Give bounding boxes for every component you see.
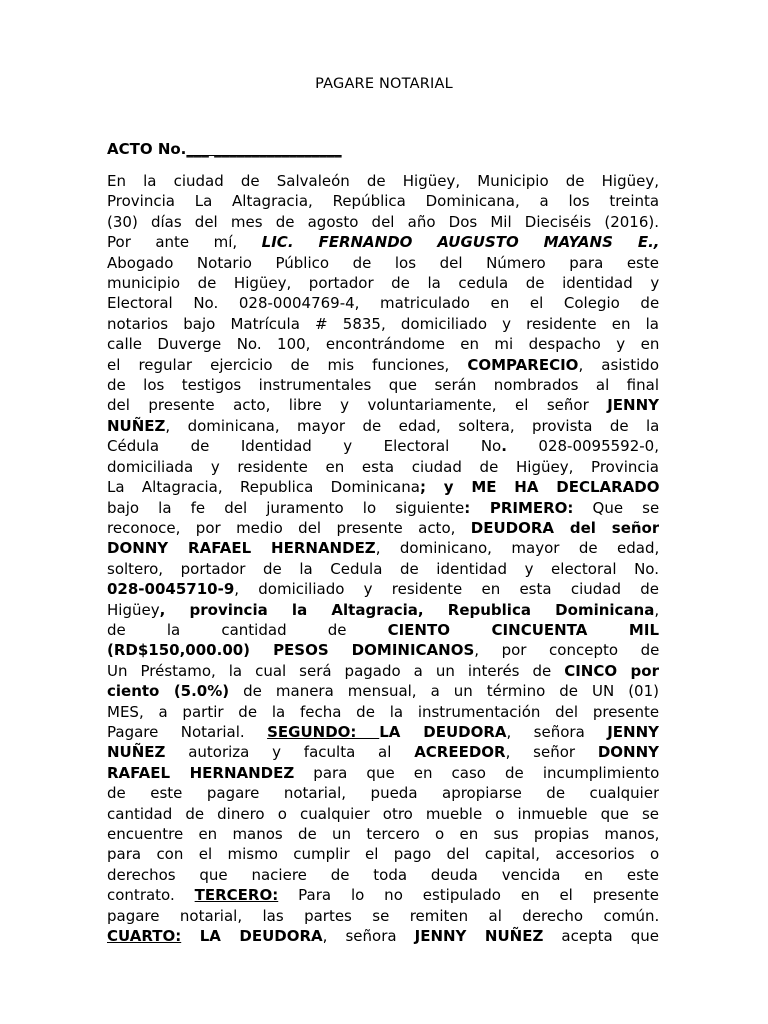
text-run: del presente acto, libre y voluntariamente, el señor (107, 396, 608, 415)
text-run: Para lo no estipulado en el presente (278, 886, 659, 905)
text-run: Por ante mí, (107, 233, 262, 252)
text-line (107, 171, 659, 191)
document-title: PAGARE NOTARIAL (315, 76, 453, 92)
text-run: acepta que (543, 927, 659, 946)
text-line (107, 844, 659, 864)
text-run: autoriza y faculta al (165, 743, 415, 762)
text-run-bold: JENNY NUÑEZ (414, 927, 544, 946)
text-line (107, 783, 659, 803)
text-line (107, 579, 659, 599)
text-run: , dominicano, mayor de edad, (375, 539, 659, 558)
text-run: Abogado Notario Público de los del Número para este (107, 253, 659, 272)
text-run-bold: JENNY (607, 396, 659, 415)
text-run: , señora (322, 927, 415, 946)
text-run: , señora (506, 722, 608, 741)
text-line (107, 253, 659, 273)
text-line (107, 640, 659, 660)
text-run-bold: NUÑEZ (107, 743, 166, 762)
text-run: notarios bajo Matrícula # 5835, domiciliado y residente en la (107, 314, 659, 333)
text-run: MES, a partir de la fecha de la instrumentación del presente (107, 702, 659, 721)
text-run: bajo la fe del juramento lo siguiente (107, 498, 465, 517)
text-line (107, 375, 659, 395)
acto-number-line (107, 140, 342, 158)
text-run: , (653, 233, 659, 252)
text-run: de este pagare notarial, pueda apropiarse de cualquier (107, 784, 659, 803)
acto-number-blank: ___ _________________ (186, 140, 342, 158)
text-run: , (654, 600, 659, 619)
text-run: el regular ejercicio de mis funciones, (107, 355, 468, 374)
text-line (107, 661, 659, 681)
text-line (107, 314, 659, 334)
text-line (107, 742, 659, 762)
text-run-bold: . (501, 437, 507, 456)
text-line (107, 498, 659, 518)
text-run-bold: LA DEUDORA (181, 927, 323, 946)
text-run: contrato. (107, 886, 195, 905)
text-run: domiciliada y residente en esta ciudad de Higüey, Provincia (107, 457, 659, 476)
text-run: reconoce, por medio del presente acto, (107, 518, 471, 537)
text-line (107, 538, 659, 558)
text-line (107, 885, 659, 905)
text-run: Electoral No. 028-0004769-4, matriculado en el Colegio de (107, 294, 659, 313)
text-run-bold: NUÑEZ (107, 416, 166, 435)
text-run: de la cantidad de (107, 620, 388, 639)
text-run-bold: CIENTO CINCUENTA MIL (387, 620, 659, 639)
clause-heading-segundo: SEGUNDO: (267, 722, 380, 741)
text-run-bold: RAFAEL HERNANDEZ (107, 763, 295, 782)
text-line (107, 395, 659, 415)
text-run: de los testigos instrumentales que serán nombrados al final (107, 376, 659, 395)
text-run-bold: ; y ME HA DECLARADO (419, 478, 659, 497)
acto-label: ACTO No. (107, 140, 187, 158)
text-run: cantidad de dinero o cualquier otro mueble o inmueble que se (107, 804, 659, 823)
text-run-bold: : PRIMERO: (464, 498, 574, 517)
text-run-bold: DEUDORA del señor (470, 518, 659, 537)
text-line (107, 804, 659, 824)
text-run: encuentre en manos de un tercero o en sus propias manos, (107, 825, 659, 843)
text-line (107, 865, 659, 885)
clause-heading-cuarto: CUARTO: (107, 927, 182, 946)
text-line (107, 824, 659, 844)
text-line (107, 293, 659, 313)
text-run-bold: LA DEUDORA (379, 722, 507, 741)
text-line (107, 212, 659, 232)
text-line (107, 722, 659, 742)
text-run: , por concepto de (474, 641, 659, 660)
text-run: para que en caso de incumplimiento (294, 763, 659, 782)
document-body-paragraph (107, 171, 659, 946)
text-line (107, 457, 659, 477)
text-line (107, 191, 659, 211)
text-run: (30) días del mes de agosto del año Dos Mil Dieciséis (2016). (107, 212, 659, 231)
text-run: , asistido (578, 355, 659, 374)
text-run: La Altagracia, Republica Dominicana (107, 478, 420, 497)
text-line (107, 600, 659, 620)
text-run: , domiciliado y residente en esta ciudad de (234, 580, 659, 599)
text-line (107, 477, 659, 497)
text-run: , señor (505, 743, 598, 762)
text-run: pagare notarial, las partes se remiten al derecho común. (107, 906, 659, 925)
text-run-bold: , provincia la Altagracia, Republica Dominicana (159, 600, 655, 619)
text-run: de manera mensual, a un término de UN (01) (229, 682, 659, 701)
text-line (107, 273, 659, 293)
text-run-bold: COMPARECIO (467, 355, 579, 374)
text-run: calle Duverge No. 100, encontrándome en mi despacho y en (107, 335, 659, 354)
text-line (107, 763, 659, 783)
text-run-bold: ACREEDOR (414, 743, 506, 762)
text-run: Pagare Notarial. (107, 722, 268, 741)
text-line (107, 681, 659, 701)
text-run: derechos que naciere de toda deuda vencida en este (107, 865, 659, 884)
text-run: 028-0095592-0, (506, 437, 659, 456)
text-line (107, 518, 659, 538)
clause-heading-tercero: TERCERO: (194, 886, 279, 905)
text-run-bold: CINCO por (564, 661, 659, 680)
text-run: Cédula de Identidad y Electoral No (107, 437, 502, 456)
notary-name: LIC. FERNANDO AUGUSTO MAYANS E. (261, 233, 654, 252)
text-line (107, 355, 659, 375)
text-line (107, 334, 659, 354)
text-line (107, 559, 659, 579)
text-run-bold: DONNY (597, 743, 659, 762)
text-run: , dominicana, mayor de edad, soltera, provista de la (165, 416, 659, 435)
text-line (107, 926, 659, 946)
text-run-bold: (RD$150,000.00) PESOS DOMINICANOS (107, 641, 475, 660)
text-line (107, 620, 659, 640)
text-line (107, 416, 659, 436)
text-run: municipio de Higüey, portador de la cedula de identidad y (107, 274, 659, 293)
text-line (107, 232, 659, 252)
text-run-bold: ciento (5.0%) (107, 682, 230, 701)
text-run: Que se (573, 498, 659, 517)
text-run-bold: DONNY RAFAEL HERNANDEZ (107, 539, 376, 558)
text-run: soltero, portador de la Cedula de identidad y electoral No. (107, 559, 659, 578)
text-run: para con el mismo cumplir el pago del capital, accesorios o (107, 845, 659, 864)
text-line (107, 436, 659, 456)
text-run: Higüey (107, 600, 160, 619)
text-line (107, 906, 659, 926)
text-run: Un Préstamo, la cual será pagado a un interés de (107, 661, 565, 680)
text-run: En la ciudad de Salvaleón de Higüey, Municipio de Higüey, (107, 172, 659, 190)
text-line (107, 702, 659, 722)
text-run-bold: 028-0045710-9 (107, 580, 235, 599)
text-run: Provincia La Altagracia, República Dominicana, a los treinta (107, 192, 659, 211)
text-run-bold: JENNY (607, 722, 659, 741)
